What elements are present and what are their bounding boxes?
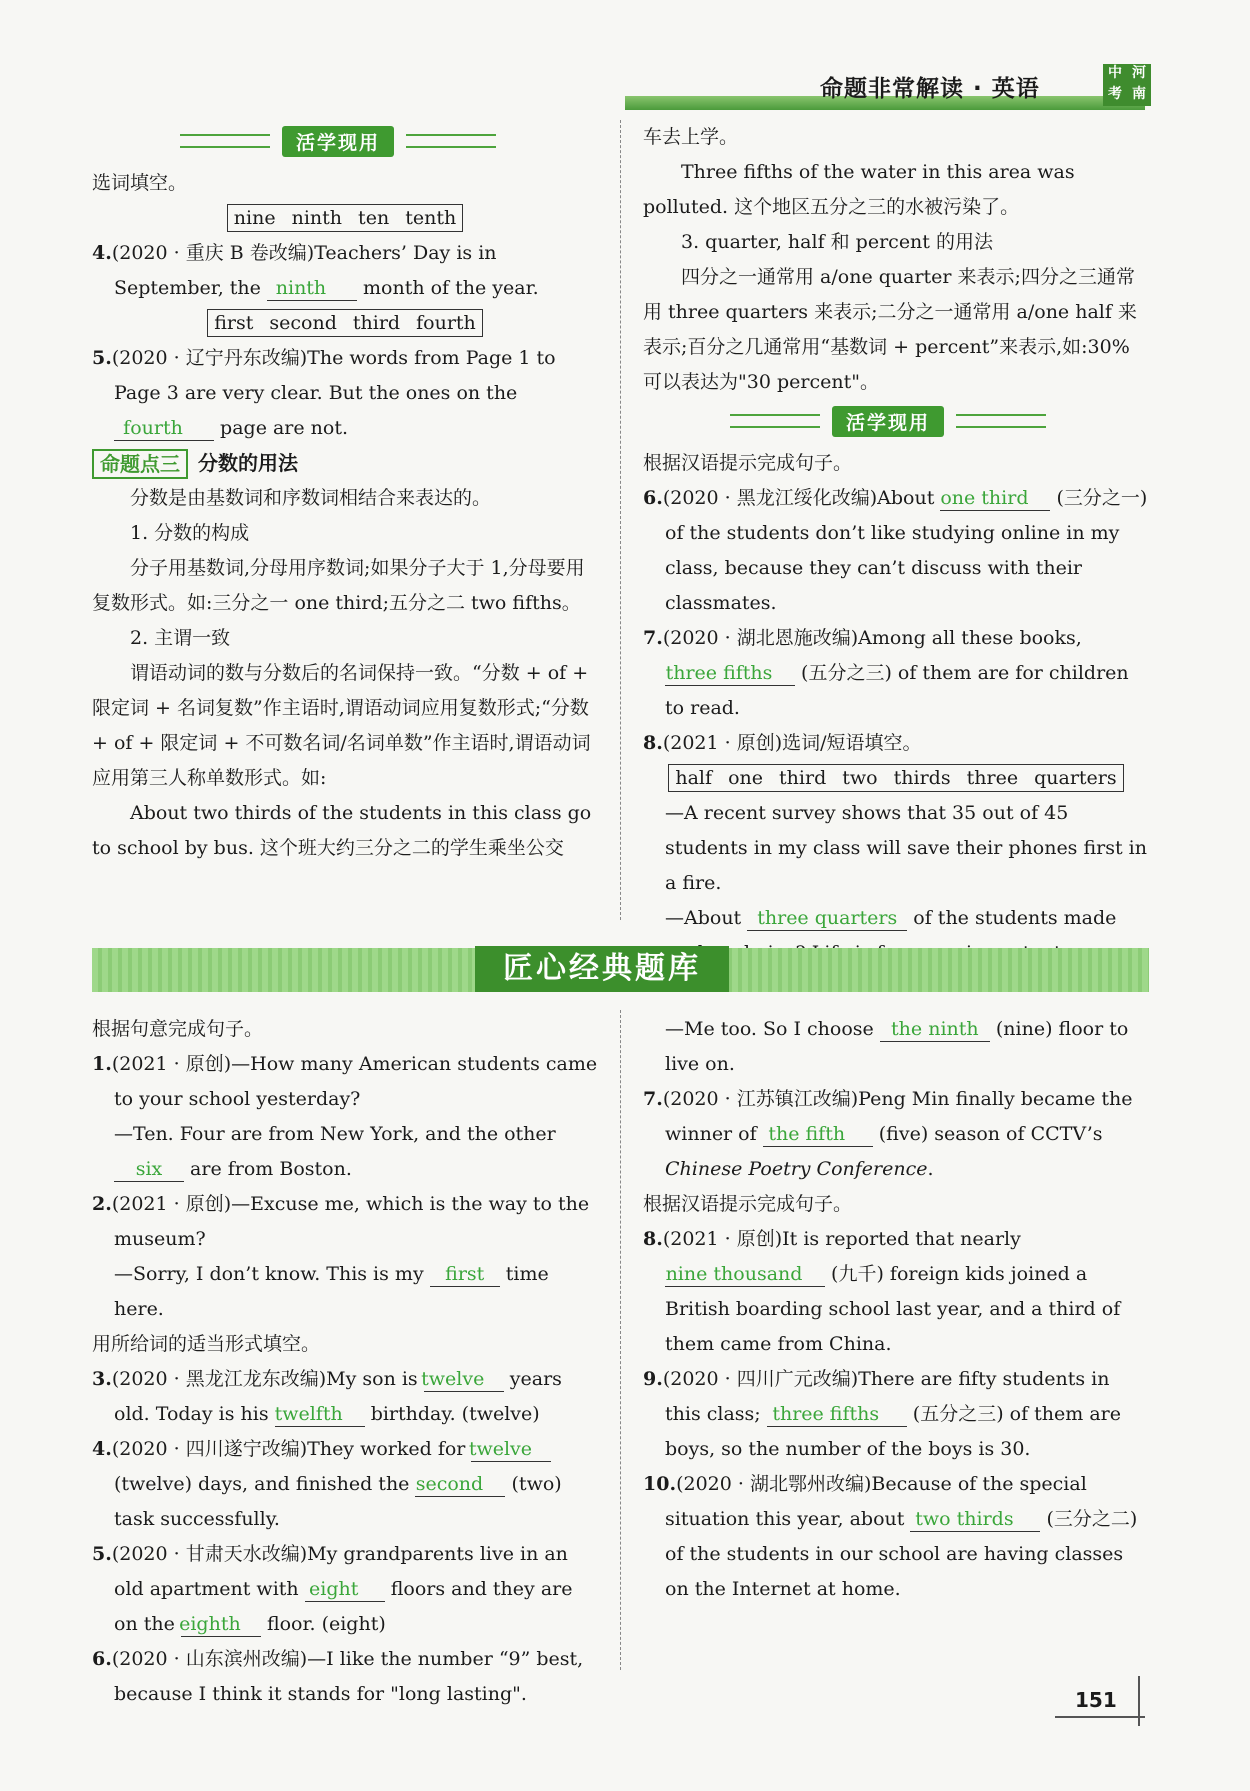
question-6: 6.(2020 · 黑龙江绥化改编)About one third (三分之一) of the students don’t like studying online in my class, because they can’t discuss with their classmates.	[643, 487, 1148, 614]
logo-char: 考	[1108, 86, 1122, 102]
left-bottom-column	[92, 1012, 598, 1712]
subheading: 1. 分数的构成	[130, 522, 250, 544]
instruction: 根据句意完成句子。	[92, 1018, 264, 1040]
instruction: 根据汉语提示完成句子。	[643, 452, 853, 474]
dialogue-line: —A recent survey shows that 35 out of 45 students in my class will save their phones first in a fire.	[665, 802, 1147, 894]
question-7: 7.(2020 · 江苏镇江改编)Peng Min finally became the winner of the fifth (five) season of CCTV’s Chinese Poetry Conference.	[643, 1088, 1133, 1180]
paragraph: 谓语动词的数与分数后的名词保持一致。“分数 + of + 限定词 + 名词复数”作主语时,谓语动词应用复数形式;“分数 + of + 限定词 + 不可数名词/名词单数”作主语时,谓语动词应用第三人称单数形式。如:	[92, 662, 591, 789]
word-box: nine ninth ten tenth	[227, 204, 463, 232]
question-7: 7.(2020 · 湖北恩施改编)Among all these books, three fifths (五分之三) of them are for children to read.	[643, 627, 1129, 719]
question-8: 8.(2021 · 原创)It is reported that nearly nine thousand (九千) foreign kids joined a British boarding school last year, and a third of them came from China.	[643, 1228, 1121, 1355]
answer-blank[interactable]: twelve	[424, 1367, 504, 1392]
banner-label: 活学现用	[832, 406, 944, 437]
answer-blank[interactable]: three fifths	[767, 1402, 907, 1427]
answer-blank[interactable]: one third	[940, 486, 1050, 511]
answer-blank[interactable]: fourth	[114, 416, 214, 441]
column-divider	[620, 1010, 621, 1670]
dialogue-line: —Me too. So I choose the ninth (nine) floor to live on.	[665, 1018, 1129, 1075]
answer-blank[interactable]: eighth	[181, 1612, 261, 1637]
subheading: 2. 主谓一致	[130, 627, 231, 649]
point-tag: 命题点三	[92, 449, 188, 479]
paragraph: 四分之一通常用 a/one quarter 来表示;四分之三通常用 three quarters 来表示;二分之一通常用 a/one half 来表示;百分之几通常用“基数词 + percent”来表示,如:30% 可以表达为"30 percent"。	[643, 266, 1137, 393]
word-box: half one third two thirds three quarters	[668, 764, 1123, 792]
answer-blank[interactable]: eight	[305, 1577, 385, 1602]
series-logo	[1103, 64, 1151, 106]
answer-blank[interactable]: the ninth	[880, 1017, 990, 1042]
practice-banner	[180, 126, 496, 156]
right-bottom-column	[643, 1012, 1149, 1607]
instruction: 选词填空。	[92, 172, 188, 194]
question-4: 4.(2020 · 四川遂宁改编)They worked for twelve (twelve) days, and finished the second (two) task successfully.	[92, 1438, 562, 1530]
dialogue-line: —Sorry, I don’t know. This is my first time here.	[114, 1263, 549, 1320]
question-1: 1.(2021 · 原创)—How many American students came to your school yesterday?	[92, 1053, 598, 1110]
answer-blank[interactable]: first	[430, 1262, 500, 1287]
paragraph: 分数是由基数词和序数词相结合来表达的。	[130, 487, 492, 509]
logo-char: 河	[1132, 65, 1146, 81]
instruction: 根据汉语提示完成句子。	[643, 1193, 853, 1215]
column-divider	[620, 120, 621, 920]
answer-blank[interactable]: the fifth	[763, 1122, 873, 1147]
book-title: 命题非常解读 · 英语	[820, 76, 1040, 102]
answer-blank[interactable]: six	[114, 1157, 184, 1182]
right-practice-column	[643, 446, 1149, 971]
question-5: 5.(2020 · 辽宁丹东改编)The words from Page 1 to Page 3 are very clear. But the ones on the fourth page are not.	[92, 347, 556, 439]
answer-blank[interactable]: twelfth	[275, 1402, 365, 1427]
question-9: 9.(2020 · 四川广元改编)There are fifty students in this class; three fifths (五分之三) of them are boys, so the number of the boys is 30.	[643, 1368, 1121, 1460]
question-8: 8.(2021 · 原创)选词/短语填空。	[643, 732, 922, 754]
section-title: 匠心经典题库	[475, 946, 729, 992]
answer-blank[interactable]: two thirds	[910, 1507, 1040, 1532]
answer-blank[interactable]: nine thousand	[665, 1262, 825, 1287]
logo-char: 南	[1132, 86, 1146, 102]
example: Three fifths of the water in this area was polluted. 这个地区五分之三的水被污染了。	[643, 161, 1075, 218]
answer-blank[interactable]: twelve	[471, 1437, 551, 1462]
instruction: 用所给词的适当形式填空。	[92, 1333, 321, 1355]
question-4: 4.(2020 · 重庆 B 卷改编)Teachers’ Day is in September, the ninth month of the year.	[92, 242, 539, 299]
page-number: 151	[1075, 1688, 1117, 1712]
answer-blank[interactable]: three quarters	[747, 906, 907, 931]
example: About two thirds of the students in this class go to school by bus. 这个班大约三分之二的学生乘坐公交	[92, 802, 592, 859]
answer-blank[interactable]: ninth	[267, 276, 357, 301]
page-rule	[1138, 1676, 1140, 1726]
question-6: 6.(2020 · 山东滨州改编)—I like the number “9” best, because I think it stands for "long lasting".	[92, 1648, 584, 1705]
question-5: 5.(2020 · 甘肃天水改编)My grandparents live in an old apartment with eight floors and they are on the eighth floor. (eight)	[92, 1543, 573, 1635]
right-top-column	[643, 120, 1149, 400]
page-rule	[1055, 1716, 1145, 1718]
question-3: 3.(2020 · 黑龙江龙东改编)My son is twelve years old. Today is his twelfth birthday. (twelve)	[92, 1368, 562, 1425]
banner-label: 活学现用	[282, 126, 394, 157]
answer-blank[interactable]: three fifths	[665, 661, 795, 686]
example-continued: 车去上学。	[643, 126, 739, 148]
practice-banner	[730, 406, 1046, 436]
answer-blank[interactable]: second	[415, 1472, 505, 1497]
logo-char: 中	[1108, 65, 1122, 81]
paragraph: 分子用基数词,分母用序数词;如果分子大于 1,分母要用复数形式。如:三分之一 one third;五分之二 two fifths。	[92, 557, 585, 614]
dialogue-line: —Ten. Four are from New York, and the other six are from Boston.	[114, 1123, 556, 1180]
subheading: 3. quarter, half 和 percent 的用法	[681, 231, 993, 253]
question-2: 2.(2021 · 原创)—Excuse me, which is the way to the museum?	[92, 1193, 590, 1250]
point-heading	[92, 446, 598, 481]
left-top-column	[92, 166, 598, 866]
word-box: first second third fourth	[207, 309, 483, 337]
question-10: 10.(2020 · 湖北鄂州改编)Because of the special situation this year, about two thirds (三分之二) of the students in our school are having classes on the Internet at home.	[643, 1473, 1138, 1600]
dialogue-line: —About three quarters of the students made	[665, 907, 1117, 929]
point-title: 分数的用法	[198, 451, 298, 475]
